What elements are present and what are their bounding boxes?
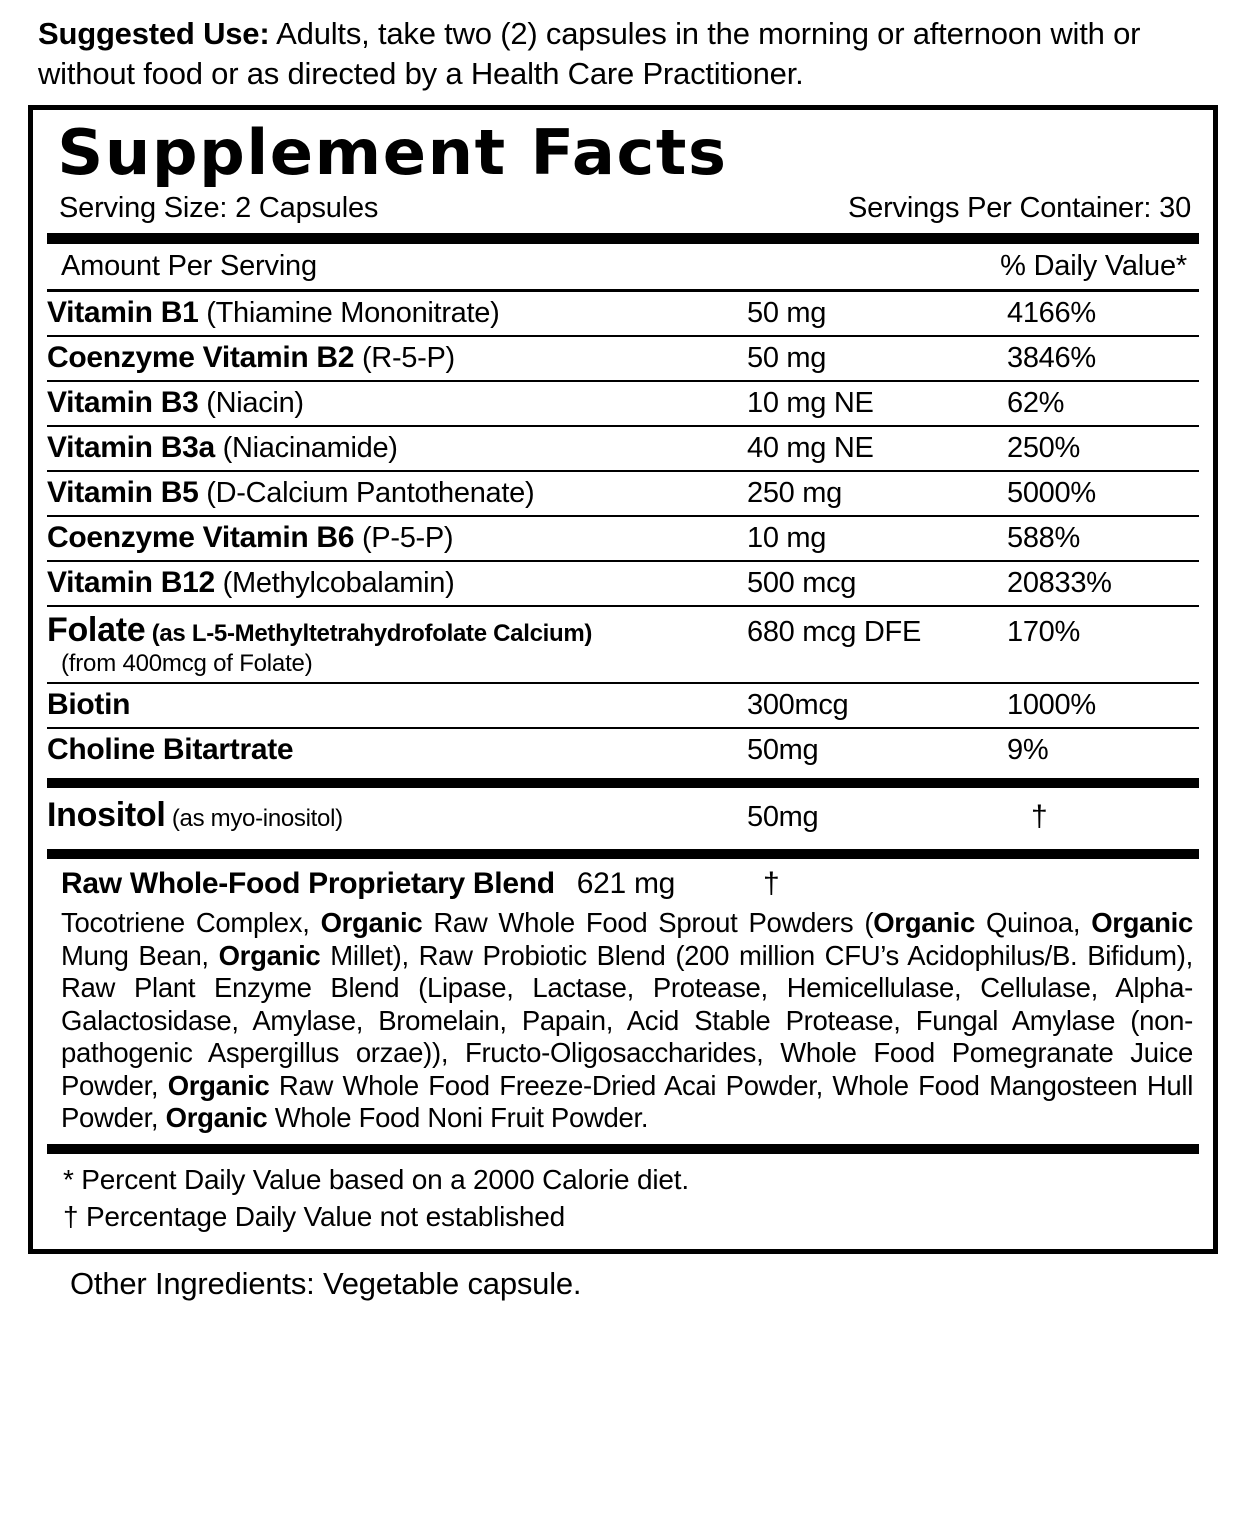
inositol-table [47,788,1199,843]
table-row-inositol [47,788,1199,843]
blend-dv: † [763,867,780,901]
divider-thick-mid [47,778,1199,788]
folate-name: Folate [47,611,146,650]
blend-amount: 621 mg [576,867,676,901]
panel-title: Supplement Facts [57,116,728,190]
nutrient-dv: 9% [1007,734,1049,767]
nutrient-name-cell [47,516,747,561]
nutrient-dv: 250% [1007,426,1199,471]
nutrient-dv: 1000% [1007,684,1199,728]
nutrient-name-detail: (D-Calcium Pantothenate) [198,477,535,510]
nutrient-name: Vitamin B1 [47,296,199,330]
nutrient-table [47,292,1199,650]
daily-value-header: % Daily Value* [1000,250,1187,283]
blend-name: Raw Whole-Food Proprietary Blend [61,867,555,901]
nutrient-name-detail: (Methylcobalamin) [214,567,455,600]
nutrient-amount: 50 mg [747,292,1007,336]
folate-amount: 680 mcg DFE [747,616,921,649]
suggested-use-label: Suggested Use: [38,16,270,51]
table-row [47,471,1199,516]
nutrient-name-cell [47,426,747,471]
nutrient-name-detail: (P-5-P) [354,522,454,555]
table-row [47,336,1199,381]
inositol-name-cell [47,788,747,843]
supplement-facts-panel [28,105,1218,1254]
nutrient-name: Vitamin B3a [47,431,215,465]
divider-thick-blend [47,849,1199,859]
suggested-use-body: Adults, take two (2) capsules in the morning or afternoon with or without food or as directed by a Health Care Practitioner. [38,16,1141,91]
serving-size: Serving Size: 2 Capsules [59,192,379,225]
serving-info-row [47,186,1199,229]
servings-per-container: Servings Per Container: 30 [848,192,1191,225]
nutrient-name-detail: (R-5-P) [354,342,455,375]
nutrient-name-cell [47,728,747,772]
amount-per-serving-row [47,244,1199,289]
nutrient-amount: 50mg [747,734,819,767]
nutrient-name: Choline Bitartrate [47,733,294,767]
nutrient-dv: 20833% [1007,561,1199,606]
suggested-use-text [28,0,1218,93]
divider-thick-footnotes [47,1144,1199,1154]
nutrient-amount: 10 mg [747,516,1007,561]
nutrient-name: Vitamin B3 [47,386,199,420]
nutrient-amount: 500 mcg [747,561,1007,606]
nutrient-amount: 250 mg [747,471,1007,516]
nutrient-name-cell [47,561,747,606]
nutrient-amount: 50 mg [747,336,1007,381]
nutrient-name: Vitamin B12 [47,566,215,600]
nutrient-table-2 [47,684,1199,772]
folate-dv: 170% [1007,616,1080,649]
table-row [47,292,1199,336]
table-row [47,381,1199,426]
nutrient-name: Coenzyme Vitamin B6 [47,521,355,555]
table-row [47,426,1199,471]
inositol-name: Inositol [47,796,166,835]
nutrient-name-detail: (Thiamine Mononitrate) [198,297,500,330]
table-row [47,684,1199,728]
nutrient-dv: 5000% [1007,471,1199,516]
nutrient-name-detail: (Niacin) [198,387,304,420]
nutrient-name: Coenzyme Vitamin B2 [47,341,355,375]
nutrient-name: Biotin [47,688,131,722]
nutrient-dv: 3846% [1007,336,1199,381]
nutrient-amount: 40 mg NE [747,426,1007,471]
inositol-amount: 50mg [747,801,819,834]
nutrient-name-cell [47,471,747,516]
table-row [47,728,1199,772]
footnote-star: * Percent Daily Value based on a 2000 Calorie diet. [63,1164,689,1196]
divider-thick-top [47,233,1199,244]
folate-detail: (as L-5-Methyltetrahydrofolate Calcium) [145,620,593,648]
table-row [47,561,1199,606]
inositol-detail: (as myo-inositol) [165,805,343,833]
inositol-dagger: † [1031,800,1048,834]
footnote-dagger: † Percentage Daily Value not established [63,1200,566,1232]
nutrient-amount: 300mcg [747,684,1007,728]
footnotes [47,1154,1199,1239]
table-row-folate [47,606,1199,650]
table-row [47,516,1199,561]
folate-subnote: (from 400mcg of Folate) [61,650,313,678]
other-ingredients: Other Ingredients: Vegetable capsule. [70,1266,582,1302]
nutrient-name-cell [47,292,747,336]
nutrient-name-cell [47,684,747,728]
nutrient-name-cell [47,336,747,381]
inositol-dv [1007,788,1199,843]
nutrient-dv: 4166% [1007,292,1199,336]
amount-per-serving-label: Amount Per Serving [61,250,317,283]
nutrient-name-detail: (Niacinamide) [214,432,398,465]
folate-name-cell [47,606,747,650]
blend-ingredients: Tocotriene Complex, Organic Raw Whole Food Sprout Powders (Organic Quinoa, Organic Mung Bean, Organic Millet), Raw Probiotic Blend (200 million CFU’s Acidophilus/B. Bifidum), Raw Plant Enzyme Blend (Lipase, Lactase, Protease, Hemicellulase, Cellulase, Alpha-Galactosidase, Amylase, Bromelain, Papain, Acid Stable Protease, Fungal Amylase (non-pathogenic Aspergillus orzae)), Fructo-Oligosaccharides, Whole Food Pomegranate Juice Powder, Organic Raw Whole Food Freeze-Dried Acai Powder, Whole Food Mangosteen Hull Powder, Organic Whole Food Noni Fruit Powder. [61,907,1194,1133]
nutrient-amount: 10 mg NE [747,381,1007,426]
nutrient-dv: 62% [1007,381,1199,426]
blend-header-row [47,859,1199,907]
nutrient-name-cell [47,381,747,426]
nutrient-dv: 588% [1007,516,1199,561]
nutrient-name: Vitamin B5 [47,476,199,510]
